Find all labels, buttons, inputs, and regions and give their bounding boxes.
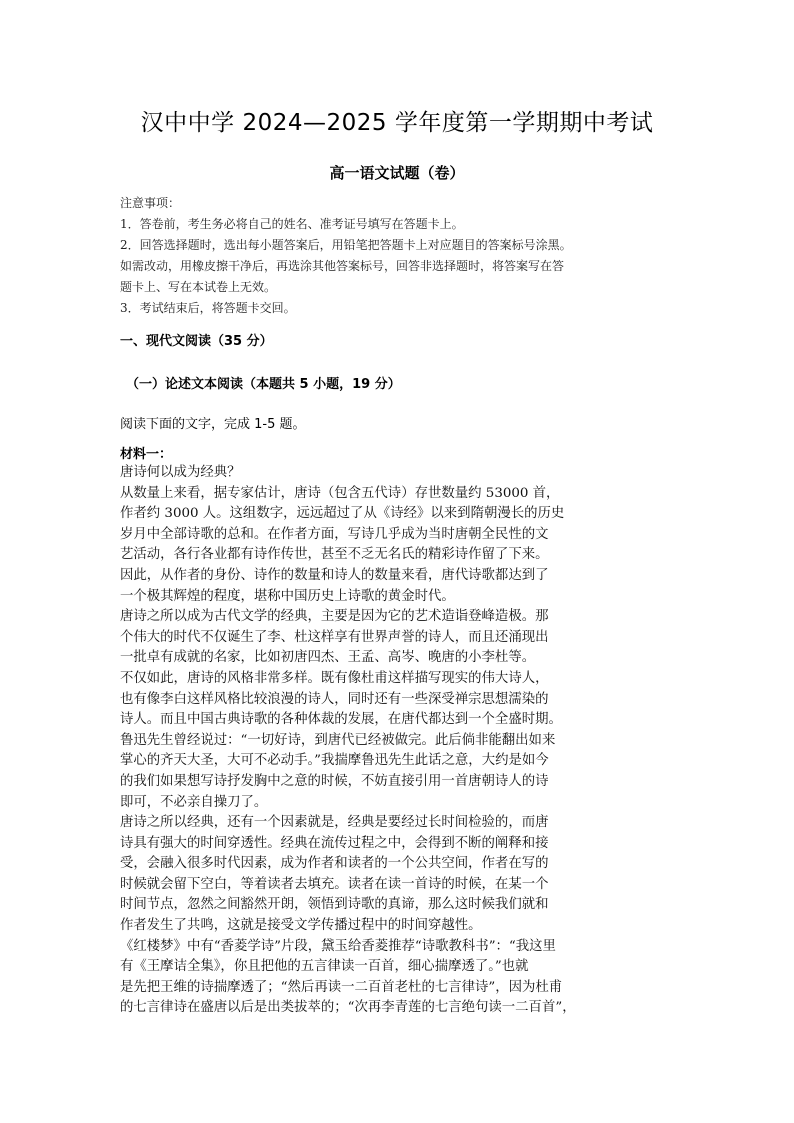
notes-heading: 注意事项： bbox=[120, 196, 181, 210]
material-line: 从数量上来看，据专家估计，唐诗（包含五代诗）存世数量约 53000 首， bbox=[120, 485, 560, 501]
notes-line: 题卡上、写在本试卷上无效。 bbox=[120, 280, 277, 294]
material-label: 材料一： bbox=[120, 447, 173, 462]
material-line: 因此，从作者的身份、诗作的数量和诗人的数量来看，唐代诗歌都达到了 bbox=[120, 567, 549, 583]
material-line: 个伟大的时代不仅诞生了李、杜这样享有世界声誉的诗人，而且还涌现出 bbox=[120, 629, 549, 645]
notes-line: 3．考试结束后，将答题卡交回。 bbox=[120, 301, 296, 315]
material-line: 唐诗何以成为经典？ bbox=[120, 465, 241, 480]
subsection-heading: （一）论述文本阅读（本题共 5 小题，19 分） bbox=[126, 377, 401, 392]
section-heading: 一、现代文阅读（35 分） bbox=[120, 334, 273, 349]
material-line: 作者约 3000 人。这组数字，远远超过了从《诗经》以来到隋朝漫长的历史 bbox=[120, 506, 565, 522]
reading-instruction: 阅读下面的文字，完成 1-5 题。 bbox=[120, 417, 306, 432]
material-line: 一批卓有成就的名家，比如初唐四杰、王孟、高岑、晚唐的小李杜等。 bbox=[120, 650, 536, 666]
material-line: 也有像李白这样风格比较浪漫的诗人，同时还有一些深受禅宗思想濡染的 bbox=[120, 691, 549, 707]
material-line: 是先把王维的诗揣摩透了；“然后再读一二百首老杜的七言律诗”，因为杜甫 bbox=[120, 979, 563, 995]
material-line: 唐诗之所以经典，还有一个因素就是，经典是要经过长时间检验的，而唐 bbox=[120, 815, 549, 831]
material-line: 不仅如此，唐诗的风格非常多样。既有像杜甫这样描写现实的伟大诗人， bbox=[120, 670, 549, 686]
material-line: 诗具有强大的时间穿透性。经典在流传过程之中，会得到不断的阐释和接 bbox=[120, 835, 549, 851]
material-line: 的七言律诗在盛唐以后是出类拔萃的；“次再李青莲的七言绝句读一二百首”， bbox=[120, 1000, 576, 1016]
material-line: 时间节点，忽然之间豁然开朗，领悟到诗歌的真谛，那么这时候我们就和 bbox=[120, 897, 549, 913]
material-line: 作者发生了共鸣，这就是接受文学传播过程中的时间穿越性。 bbox=[120, 918, 482, 934]
material-body bbox=[120, 463, 680, 1019]
material-line: 一个极其辉煌的程度，堪称中国历史上诗歌的黄金时代。 bbox=[120, 588, 455, 604]
material-line: 岁月中全部诗歌的总和。在作者方面，写诗几乎成为当时唐朝全民性的文 bbox=[120, 526, 549, 542]
notes-line: 2．回答选择题时，选出每小题答案后，用铅笔把答题卡上对应题目的答案标号涂黑。 bbox=[120, 238, 572, 252]
material-line: 唐诗之所以成为古代文学的经典，主要是因为它的艺术造诣登峰造极。那 bbox=[120, 609, 549, 625]
material-line: 《红楼梦》中有“香菱学诗”片段，黛玉给香菱推荐“诗歌教科书”：“我这里 bbox=[120, 938, 556, 954]
paper-subtitle: 高一语文试题（卷） bbox=[329, 164, 465, 182]
notes-line: 1．答卷前，考生务必将自己的姓名、准考证号填写在答题卡上。 bbox=[120, 217, 464, 231]
material-line: 时候就会留下空白，等着读者去填充。读者在读一首诗的时候，在某一个 bbox=[120, 876, 549, 892]
material-line: 诗人。而且中国古典诗歌的各种体裁的发展，在唐代都达到一个全盛时期。 bbox=[120, 712, 562, 728]
material-line: 的我们如果想写诗抒发胸中之意的时候，不妨直接引用一首唐朝诗人的诗 bbox=[120, 773, 549, 789]
material-line: 有《王摩诘全集》，你且把他的五言律读一百首，细心揣摩透了。”也就 bbox=[120, 959, 529, 975]
exam-title: 汉中中学 2024—2025 学年度第一学期期中考试 bbox=[140, 110, 654, 136]
material-line: 鲁迅先生曾经说过：“一切好诗，到唐代已经被做完。此后倘非能翻出如来 bbox=[120, 732, 556, 748]
material-line: 艺活动，各行各业都有诗作传世，甚至不乏无名氏的精彩诗作留了下来。 bbox=[120, 547, 549, 563]
material-line: 即可，不必亲自操刀了。 bbox=[120, 794, 268, 810]
exam-notes bbox=[120, 193, 680, 319]
material-line: 掌心的齐天大圣，大可不必动手。”我揣摩鲁迅先生此话之意，大约是如今 bbox=[120, 753, 549, 769]
notes-line: 如需改动，用橡皮擦干净后，再选涂其他答案标号，回答非选择题时，将答案写在答 bbox=[120, 259, 565, 273]
material-line: 受，会融入很多时代因素，成为作者和读者的一个公共空间，作者在写的 bbox=[120, 856, 549, 872]
